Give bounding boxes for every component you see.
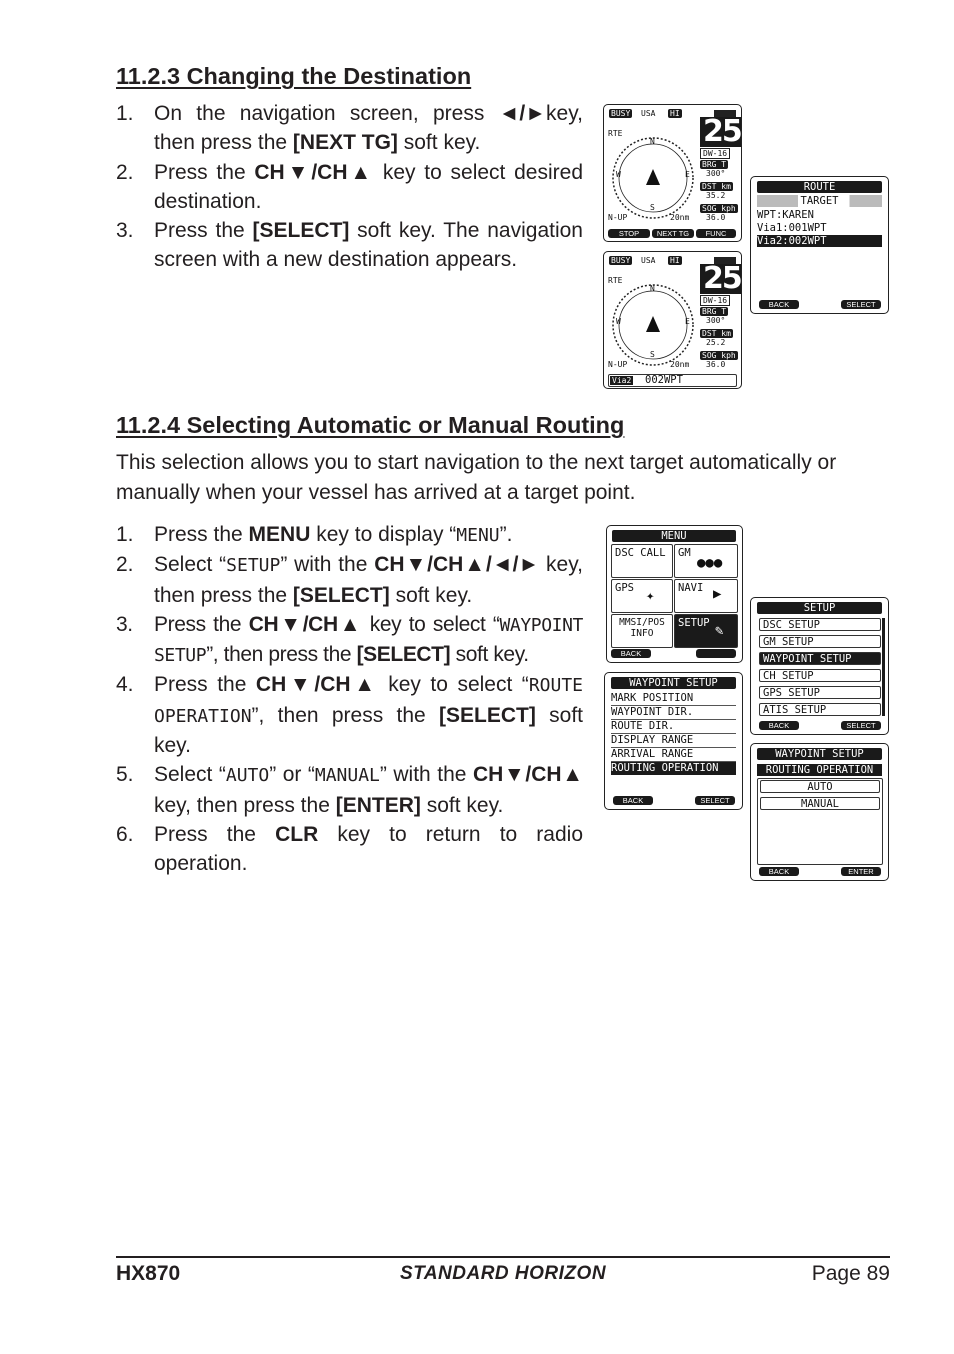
dst-label: DST km [702, 329, 731, 338]
sog-value: 36.0 [706, 213, 726, 222]
stop-soft-key[interactable]: STOP [608, 229, 650, 238]
dw-label: DW-16 [700, 295, 730, 306]
select-soft-key[interactable]: SELECT [841, 721, 881, 730]
back-soft-key[interactable]: BACK [759, 867, 799, 876]
enter-soft-key[interactable]: ENTER [841, 867, 881, 876]
section-title-changing-destination: 11.2.3 Changing the Destination [116, 63, 472, 89]
scrollbar[interactable] [882, 618, 885, 716]
menu-tile-gm[interactable]: GM ●●● [674, 544, 738, 578]
waypoint-item-waypoint-dir[interactable]: WAYPOINT DIR. [611, 706, 736, 720]
nav-screen-after [603, 251, 742, 389]
compass-south: S [650, 350, 655, 359]
step-item: 4. Press the CH▼/CH▲ key to select “ROUTE OPERATION”, then press the [SELECT] soft key. [116, 673, 583, 758]
step-item: 2. Select “SETUP” with the CH▼/CH▲/◄/► key, then press the [SELECT] soft key. [116, 553, 583, 607]
compass-north: N [650, 284, 655, 293]
power-hi-indicator: HI [670, 256, 680, 265]
step-item: 1. On the navigation screen, press ◄/►key, then press the [NEXT TG] soft key. [116, 102, 583, 155]
navigation-icon: ▶ [713, 586, 722, 602]
channel-number: 25 [700, 264, 742, 294]
step-item: 1. Press the MENU key to display “MENU”. [116, 523, 513, 546]
group-icon: ●●● [697, 555, 723, 571]
routing-title: WAYPOINT SETUP [757, 748, 882, 760]
step-item: 5. Select “AUTO” or “MANUAL” with the CH▼/CH▲ key, then press the [ENTER] soft key. [116, 763, 583, 817]
busy-indicator: BUSY [611, 109, 631, 118]
satellite-icon: ✦ [646, 588, 655, 604]
back-soft-key[interactable]: BACK [613, 796, 653, 805]
brand-logo: STANDARD HORIZON [399, 1263, 607, 1284]
compass-west: W [616, 170, 621, 179]
via1-waypoint[interactable]: Via1:001WPT [757, 222, 827, 234]
menu-screen [606, 525, 743, 663]
back-soft-key[interactable]: BACK [759, 300, 799, 309]
menu-title: MENU [612, 530, 736, 542]
step-item: 3. Press the [SELECT] soft key. The navigation screen with a new destination appears. [116, 219, 583, 272]
waypoint-setup-list [611, 692, 736, 775]
dst-value: 35.2 [706, 191, 726, 200]
via-waypoint-name: 002WPT [645, 374, 683, 386]
rte-label: RTE [608, 276, 623, 285]
next-tg-soft-key[interactable]: NEXT TG [652, 229, 694, 238]
brg-label: BRG T [702, 307, 727, 316]
nav-screen-before [603, 104, 742, 242]
range-scale: 20nm [670, 360, 690, 369]
sog-label: SOG kph [702, 204, 736, 213]
footer-page-number: Page 89 [811, 1262, 890, 1285]
menu-tile-navi[interactable]: NAVI ▶ [674, 579, 738, 613]
soft-key-blank [696, 649, 736, 658]
footer-model: HX870 [116, 1262, 181, 1285]
range-scale: 20nm [670, 213, 690, 222]
destination-steps [116, 99, 583, 275]
route-title: ROUTE [757, 181, 882, 193]
select-soft-key[interactable]: SELECT [695, 796, 735, 805]
route-screen [750, 176, 889, 314]
routing-option-auto[interactable]: AUTO [760, 780, 880, 793]
waypoint-item-mark-position[interactable]: MARK POSITION [611, 692, 736, 706]
setup-screen [750, 597, 889, 735]
setup-item-gm[interactable]: GM SETUP [759, 635, 881, 648]
waypoint-item-display-range[interactable]: DISPLAY RANGE [611, 734, 736, 748]
waypoint-item-route-dir[interactable]: ROUTE DIR. [611, 720, 736, 734]
sog-value: 36.0 [706, 360, 726, 369]
routing-subtitle: ROUTING OPERATION [757, 764, 882, 776]
waypoint-setup-title: WAYPOINT SETUP [611, 677, 736, 689]
brg-label: BRG T [702, 160, 727, 169]
menu-tile-gps[interactable]: GPS ✦ [611, 579, 673, 613]
brg-value: 300° [706, 169, 726, 178]
via2-waypoint-selected[interactable]: Via2:002WPT [757, 235, 882, 247]
routing-operation-screen [750, 743, 889, 881]
menu-tile-dsc-call[interactable]: DSC CALL [611, 544, 673, 578]
back-soft-key[interactable]: BACK [611, 649, 651, 658]
region-label: USA [641, 256, 656, 265]
sog-label: SOG kph [702, 351, 736, 360]
waypoint-item-routing-operation-selected[interactable]: ROUTING OPERATION [611, 762, 736, 775]
setup-item-gps[interactable]: GPS SETUP [759, 686, 881, 699]
wrench-icon: ✎ [715, 623, 724, 639]
destination-bar [608, 374, 737, 387]
setup-item-waypoint-selected[interactable]: WAYPOINT SETUP [759, 652, 881, 665]
menu-tile-mmsi-pos-info[interactable]: MMSI/POS INFO [611, 614, 673, 648]
compass-west: W [616, 317, 621, 326]
menu-tile-setup-selected[interactable]: SETUP ✎ [674, 614, 738, 648]
target-label: TARGET [757, 195, 882, 207]
step-item: 2. Press the CH▼/CH▲ key to select desired destination. [116, 160, 584, 213]
dst-label: DST km [702, 182, 731, 191]
compass-east: E [685, 317, 690, 326]
step-item: 6. Press the CLR key to return to radio operation. [116, 822, 584, 876]
dw-label: DW-16 [700, 148, 730, 159]
orientation-mode: N-UP [608, 360, 628, 369]
region-label: USA [641, 109, 656, 118]
section-title-routing: 11.2.4 Selecting Automatic or Manual Routing [116, 412, 625, 438]
power-hi-indicator: HI [670, 109, 680, 118]
waypoint-setup-screen [604, 672, 743, 810]
waypoint-item-arrival-range[interactable]: ARRIVAL RANGE [611, 748, 736, 762]
channel-number: 25 [700, 117, 742, 147]
footer-rule [116, 1256, 890, 1258]
orientation-mode: N-UP [608, 213, 628, 222]
func-soft-key[interactable]: FUNC [696, 229, 736, 238]
step-item: 3. Press the CH▼/CH▲ key to select “WAYPOINT SETUP”, then press the [SELECT] soft key. [116, 612, 583, 667]
select-soft-key[interactable]: SELECT [841, 300, 881, 309]
routing-intro: This selection allows you to start navigation to the next target automatically or manually when your vessel has arrived at a target point. [116, 451, 837, 504]
setup-title: SETUP [757, 602, 882, 614]
setup-item-dsc[interactable]: DSC SETUP [759, 618, 881, 631]
compass-north: N [650, 137, 655, 146]
dst-value: 25.2 [706, 338, 726, 347]
target-waypoint[interactable]: WPT:KAREN [757, 209, 814, 221]
routing-option-manual[interactable]: MANUAL [760, 797, 880, 810]
setup-item-ch[interactable]: CH SETUP [759, 669, 881, 682]
compass-east: E [685, 170, 690, 179]
routing-steps [116, 520, 583, 879]
compass-south: S [650, 203, 655, 212]
setup-item-atis[interactable]: ATIS SETUP [759, 703, 881, 716]
via-tag: Via2 [612, 376, 632, 385]
brg-value: 300° [706, 316, 726, 325]
rte-label: RTE [608, 129, 623, 138]
busy-indicator: BUSY [611, 256, 631, 265]
back-soft-key[interactable]: BACK [759, 721, 799, 730]
